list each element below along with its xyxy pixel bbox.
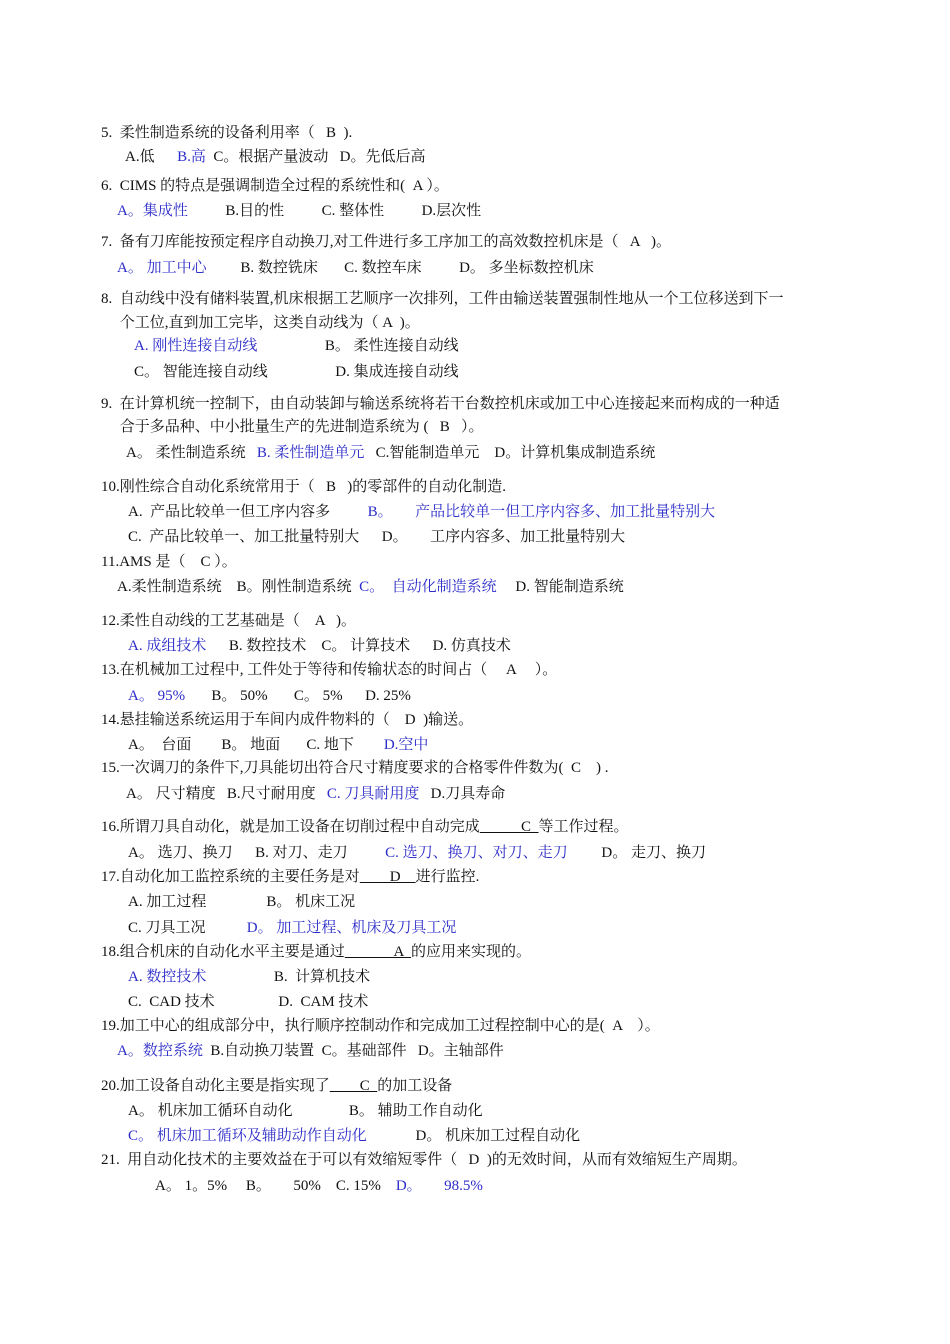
question-tail: 进行监控. bbox=[415, 869, 480, 885]
correct-answer-option: C。 机床加工循环及辅助动作自动化 bbox=[128, 1128, 367, 1144]
option-text: A。 柔性制造系统 bbox=[126, 445, 257, 461]
answer-blank: A bbox=[344, 944, 412, 960]
correct-answer-option: A。 95% bbox=[128, 688, 186, 704]
question-stem: 5. 柔性制造系统的设备利用率（ B ). bbox=[101, 125, 353, 141]
question-text bbox=[101, 1076, 452, 1096]
question-text bbox=[101, 552, 237, 572]
correct-answer-option: A。集成性 bbox=[117, 203, 188, 219]
option-text: D.刀具寿命 bbox=[419, 786, 506, 802]
options-line bbox=[117, 258, 594, 278]
question-text bbox=[101, 1150, 747, 1170]
question-text bbox=[101, 867, 479, 887]
question-text bbox=[101, 611, 356, 631]
answer-blank: C bbox=[479, 819, 539, 835]
options-line bbox=[128, 918, 456, 938]
options-line bbox=[155, 1176, 483, 1196]
correct-answer-option: A. 成组技术 bbox=[128, 638, 207, 654]
correct-answer-option: D.空中 bbox=[383, 737, 429, 753]
correct-answer-option: A. 数控技术 bbox=[128, 969, 207, 985]
question-stem: 20.加工设备自动化主要是指实现了 bbox=[101, 1078, 330, 1094]
question-stem: 18.组合机床的自动化水平主要是通过 bbox=[101, 944, 345, 960]
options-line bbox=[117, 577, 624, 597]
option-text: A。 机床加工循环自动化 B。 辅助工作自动化 bbox=[128, 1103, 483, 1119]
question-stem: 12.柔性自动线的工艺基础是（ A )。 bbox=[101, 613, 357, 629]
options-line bbox=[134, 362, 459, 382]
option-text: A.柔性制造系统 B。刚性制造系统 bbox=[117, 579, 360, 595]
options-line bbox=[134, 336, 459, 356]
option-text: C。根据产量波动 D。先低后高 bbox=[205, 149, 426, 165]
correct-answer-option: A。数控系统 bbox=[117, 1043, 203, 1059]
question-stem: 21. 用自动化技术的主要效益在于可以有效缩短零件（ D )的无效时间，从而有效缩短生产周期。 bbox=[101, 1152, 747, 1168]
answer-blank: C bbox=[329, 1078, 378, 1094]
question-stem: 6. CIMS 的特点是强调制造全过程的系统性和( A ）。 bbox=[101, 178, 449, 194]
option-text: B。 柔性连接自动线 bbox=[257, 338, 459, 354]
question-text-continued: 合于多品种、中小批量生产的先进制造系统为 ( B ）。 bbox=[101, 419, 484, 435]
options-line bbox=[117, 201, 481, 221]
option-text: B. 数控技术 C。 计算技术 D. 仿真技术 bbox=[206, 638, 511, 654]
option-text: C。 智能连接自动线 D. 集成连接自动线 bbox=[134, 364, 459, 380]
option-text: A。 选刀、换刀 B. 对刀、走刀 bbox=[128, 845, 386, 861]
question-tail: 的应用来实现的。 bbox=[411, 944, 532, 960]
question-stem: 15.一次调刀的条件下,刀具能切出符合尺寸精度要求的合格零件件数为( C ) . bbox=[101, 760, 609, 776]
question-text bbox=[101, 817, 629, 837]
option-text: B。 50% C。 5% D. 25% bbox=[185, 688, 411, 704]
question-stem: 14.悬挂输送系统运用于车间内成件物料的（ D )输送。 bbox=[101, 712, 474, 728]
options-line bbox=[128, 967, 370, 987]
question-text bbox=[101, 394, 780, 414]
question-text bbox=[101, 477, 506, 497]
options-line bbox=[128, 502, 715, 522]
options-line bbox=[128, 735, 428, 755]
correct-answer-option: A。 加工中心 bbox=[117, 260, 207, 276]
option-text: A. 加工过程 B。 机床工况 bbox=[128, 894, 356, 910]
option-text: A. 产品比较单一但工序内容多 bbox=[128, 504, 368, 520]
question-stem: 7. 备有刀库能按预定程序自动换刀,对工件进行多工序加工的高效数控机床是（ A )。 bbox=[101, 234, 672, 250]
question-text bbox=[101, 1016, 660, 1036]
option-text: D。 机床加工过程自动化 bbox=[366, 1128, 581, 1144]
correct-answer-option: B。 产品比较单一但工序内容多、加工批量特别大 bbox=[367, 504, 716, 520]
options-line bbox=[125, 147, 425, 167]
correct-answer-option: C。 自动化制造系统 bbox=[359, 579, 497, 595]
option-text: D. 智能制造系统 bbox=[496, 579, 624, 595]
options-line bbox=[128, 686, 411, 706]
question-text bbox=[101, 289, 784, 309]
question-stem: 8. 自动线中没有储料装置,机床根据工艺顺序一次排列，工件由输送装置强制性地从一个工位移送到下一 bbox=[101, 291, 784, 307]
question-tail: 等工作过程。 bbox=[538, 819, 629, 835]
options-line bbox=[128, 843, 706, 863]
question-text bbox=[101, 758, 609, 778]
question-stem: 11.AMS 是（ C ）。 bbox=[101, 554, 237, 570]
options-line bbox=[117, 1041, 504, 1061]
correct-answer-option: C. 选刀、换刀、对刀、走刀 bbox=[385, 845, 568, 861]
question-tail: 的加工设备 bbox=[377, 1078, 453, 1094]
correct-answer-option: C. 刀具耐用度 bbox=[326, 786, 420, 802]
option-text: B. 数控铣床 C. 数控车床 D。 多坐标数控机床 bbox=[206, 260, 594, 276]
question-stem: 16.所谓刀具自动化，就是加工设备在切削过程中自动完成 bbox=[101, 819, 480, 835]
question-stem: 9. 在计算机统一控制下，由自动装卸与输送系统将若干台数控机床或加工中心连接起来而构成的一种适 bbox=[101, 396, 780, 412]
correct-answer-option: B. 柔性制造单元 bbox=[256, 445, 365, 461]
answer-blank: D bbox=[359, 869, 416, 885]
question-text bbox=[101, 710, 473, 730]
options-line bbox=[128, 636, 511, 656]
option-text: C. 产品比较单一、加工批量特别大 D。 工序内容多、加工批量特别大 bbox=[128, 529, 626, 545]
option-text: C.智能制造单元 D。计算机集成制造系统 bbox=[364, 445, 656, 461]
correct-answer-option: D。 98.5% bbox=[395, 1178, 483, 1194]
question-stem: 10.刚性综合自动化系统常用于（ B )的零部件的自动化制造. bbox=[101, 479, 507, 495]
question-stem: 13.在机械加工过程中, 工件处于等待和传输状态的时间占（ A ）。 bbox=[101, 662, 558, 678]
question-text bbox=[101, 232, 671, 252]
question-text bbox=[101, 942, 531, 962]
options-line bbox=[128, 527, 625, 547]
option-text: C. 刀具工况 bbox=[128, 920, 247, 936]
correct-answer-option: D。 加工过程、机床及刀具工况 bbox=[246, 920, 457, 936]
option-text: C. CAD 技术 D. CAM 技术 bbox=[128, 994, 369, 1010]
option-text: A。 尺寸精度 B.尺寸耐用度 bbox=[126, 786, 327, 802]
option-text: D。 走刀、换刀 bbox=[567, 845, 706, 861]
option-text: B. 计算机技术 bbox=[206, 969, 371, 985]
question-stem: 19.加工中心的组成部分中，执行顺序控制动作和完成加工过程控制中心的是( A ）。 bbox=[101, 1018, 660, 1034]
question-text-continued: 个工位,直到加工完毕，这类自动线为（ A )。 bbox=[101, 315, 420, 331]
options-line bbox=[128, 1101, 483, 1121]
question-text bbox=[101, 123, 352, 143]
option-text: A。 1。5% B。 50% C. 15% bbox=[155, 1178, 396, 1194]
question-text bbox=[101, 176, 449, 196]
option-text: B.自动换刀装置 C。基础部件 D。主轴部件 bbox=[202, 1043, 504, 1059]
correct-answer-option: A. 刚性连接自动线 bbox=[134, 338, 258, 354]
option-text: B.目的性 C. 整体性 D.层次性 bbox=[187, 203, 482, 219]
options-line bbox=[128, 892, 355, 912]
options-line bbox=[126, 784, 505, 804]
options-line bbox=[128, 992, 368, 1012]
correct-answer-option: B.高 bbox=[177, 149, 206, 165]
option-text: A。 台面 B。 地面 C. 地下 bbox=[128, 737, 384, 753]
question-text bbox=[101, 660, 557, 680]
options-line bbox=[128, 1126, 580, 1146]
options-line bbox=[126, 443, 655, 463]
question-stem: 17.自动化加工监控系统的主要任务是对 bbox=[101, 869, 360, 885]
option-text: A.低 bbox=[125, 149, 178, 165]
